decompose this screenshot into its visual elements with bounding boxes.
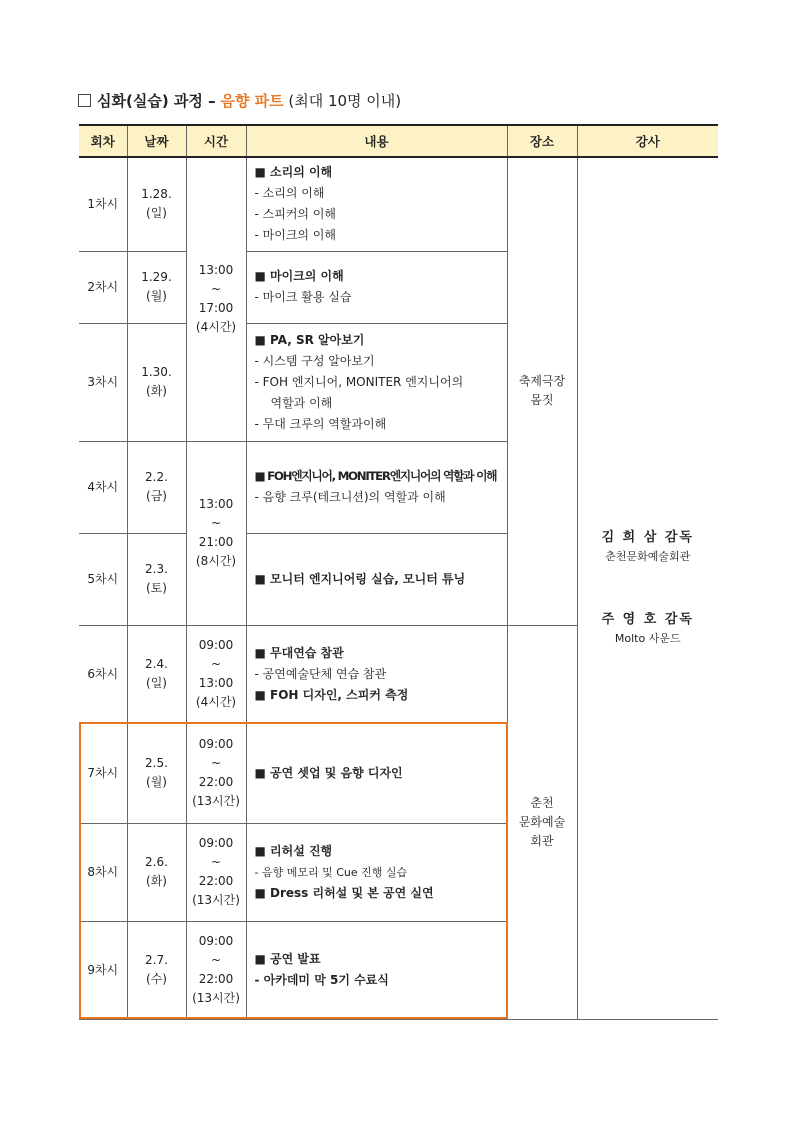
session-content: ■ PA, SR 알아보기 - 시스템 구성 알아보기 - FOH 엔지니어, MONITER 엔지니어의 역할과 이해 - 무대 크루의 역할과이해 [246,323,507,441]
title-prefix: 심화(실습) 과정 – [97,92,216,110]
header-date: 날짜 [127,125,186,157]
header-lecturer: 강사 [577,125,718,157]
session-content: ■ 공연 셋업 및 음향 디자인 [246,723,507,823]
session-content: ■ 마이크의 이해 - 마이크 활용 실습 [246,251,507,323]
table-row [79,157,718,251]
session-time: 13:00 ~ 21:00 (8시간) [186,441,246,625]
session-content: ■ 리허설 진행 - 음향 메모리 및 Cue 진행 실습 ■ Dress 리허설 및 본 공연 실연 [246,823,507,921]
header-time: 시간 [186,125,246,157]
session-date: 2.5. (월) [127,723,186,823]
checkbox-square-icon [78,94,91,107]
header-venue: 장소 [507,125,577,157]
session-time: 09:00 ~ 13:00 (4시간) [186,625,246,723]
lecturer-cell [577,157,718,1019]
session-content: ■ 무대연습 참관 - 공연예술단체 연습 참관 ■ FOH 디자인, 스피커 측정 [246,625,507,723]
session-date: 1.30. (화) [127,323,186,441]
session-number: 6차시 [79,625,127,723]
header-session: 회차 [79,125,127,157]
session-venue: 축제극장 몸짓 [507,157,577,625]
session-date: 2.2. (금) [127,441,186,533]
session-time: 09:00 ~ 22:00 (13시간) [186,823,246,921]
lecturer: 김 희 삼 감독 춘천문화예술회관 [601,530,694,564]
session-time: 09:00 ~ 22:00 (13시간) [186,921,246,1019]
header-row [79,125,718,157]
session-date: 1.28. (일) [127,157,186,251]
section-title [78,90,401,111]
title-suffix: (최대 10명 이내) [288,92,402,110]
session-date: 2.3. (토) [127,533,186,625]
session-date: 2.6. (화) [127,823,186,921]
header-content: 내용 [246,125,507,157]
session-content: ■ FOH엔지니어, MONITER엔지니어의 역할과 이해 - 음향 크루(테크니션)의 역할과 이해 [246,441,507,533]
lecturer: 주 영 호 감독 Molto 사운드 [601,612,694,646]
session-number: 8차시 [79,823,127,921]
session-content: ■ 소리의 이해 - 소리의 이해 - 스피커의 이해 - 마이크의 이해 [246,157,507,251]
session-time: 13:00 ~ 17:00 (4시간) [186,157,246,441]
session-number: 3차시 [79,323,127,441]
session-number: 1차시 [79,157,127,251]
session-number: 5차시 [79,533,127,625]
session-date: 1.29. (월) [127,251,186,323]
session-time: 09:00 ~ 22:00 (13시간) [186,723,246,823]
session-number: 7차시 [79,723,127,823]
session-number: 4차시 [79,441,127,533]
session-date: 2.4. (일) [127,625,186,723]
session-number: 2차시 [79,251,127,323]
session-number: 9차시 [79,921,127,1019]
title-part: 음향 파트 [220,92,284,110]
session-venue: 춘천 문화예술 회관 [507,625,577,1019]
schedule-table [79,124,718,1020]
session-content: ■ 모니터 엔지니어링 실습, 모니터 튜닝 [246,533,507,625]
session-content: ■ 공연 발표 - 아카데미 막 5기 수료식 [246,921,507,1019]
session-date: 2.7. (수) [127,921,186,1019]
